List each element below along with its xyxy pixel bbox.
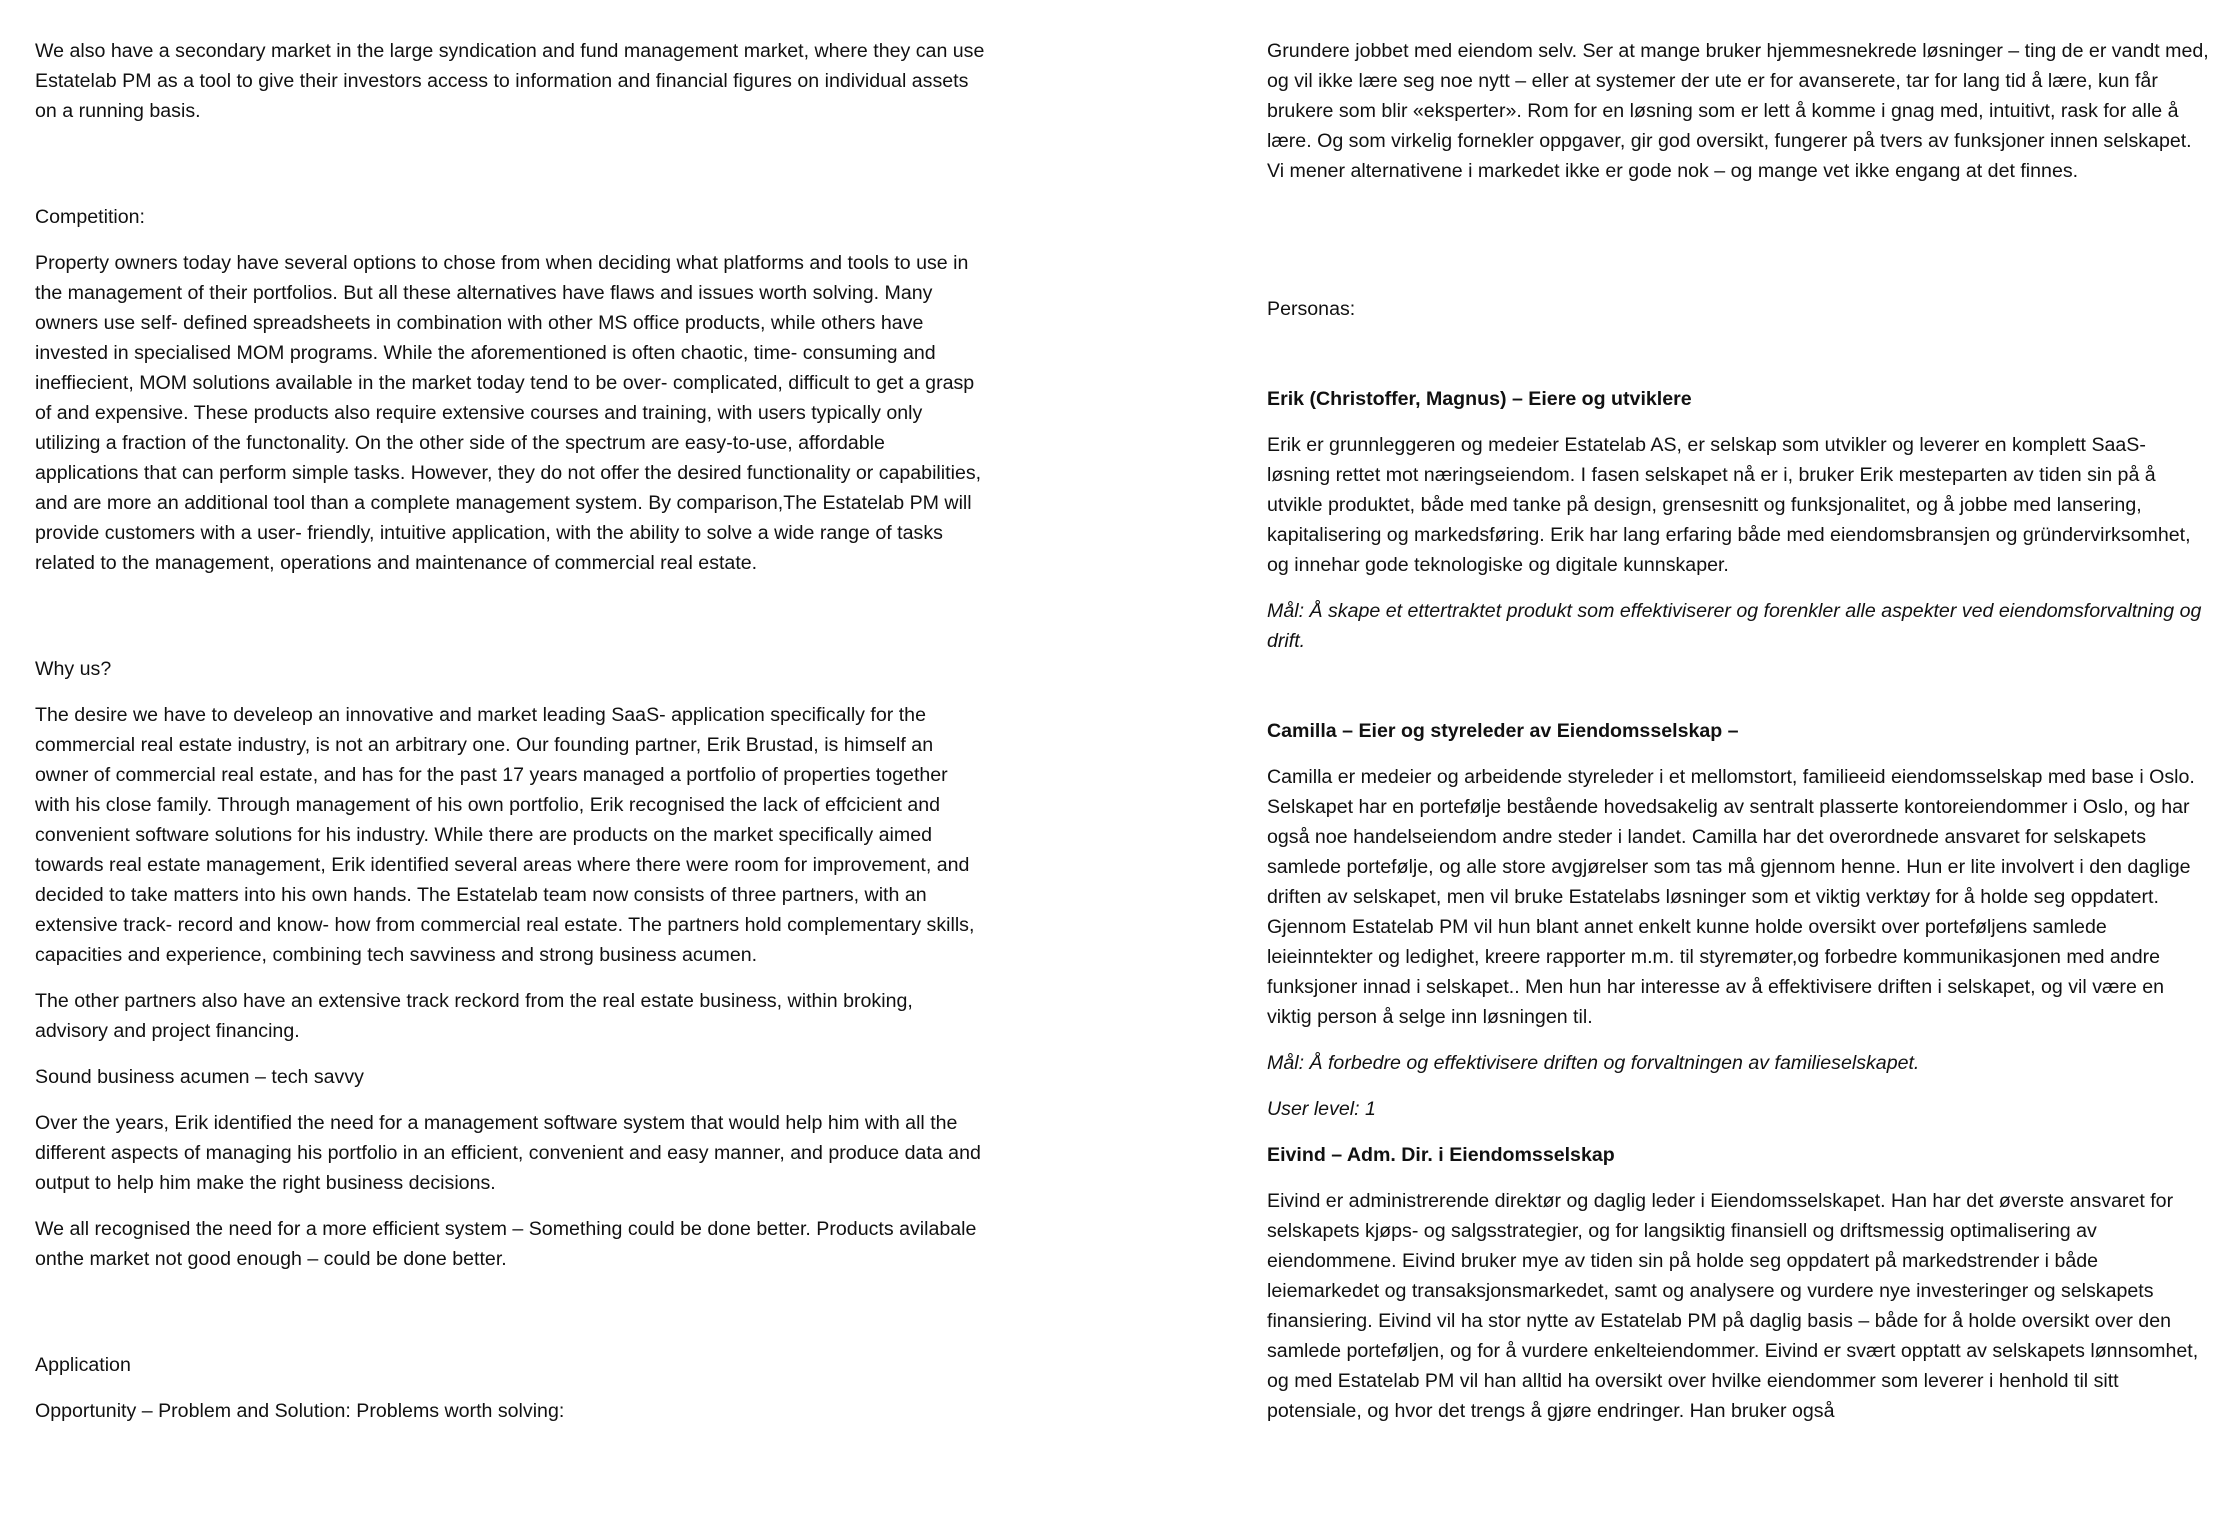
personas-heading: Personas: [1267, 298, 1356, 320]
right-text-column [1267, 36, 2212, 1426]
persona-eivind-heading: Eivind – Adm. Dir. i Eiendomsselskap [1267, 1144, 1615, 1166]
competition-heading: Competition: [35, 206, 145, 228]
left-text-column [35, 36, 985, 1426]
why-us-heading: Why us? [35, 658, 112, 680]
application-paragraph: Opportunity – Problem and Solution: Problems worth solving: [35, 1400, 565, 1422]
founders-paragraph: Grundere jobbet med eiendom selv. Ser at mange bruker hjemmesnekrede løsninger – ting de er vandt med, og vil ikke lære seg noe nytt – eller at systemer der ute er for avanserete, tar for lang tid å lære, kun får brukere som blir «eksperter». Rom for en løsning som er lett å komme i gnag med, intuitivt, rask for alle å lære. Og som virkelig fornekler oppgaver, gir god oversikt, fungerer på tvers av funksjoner innen selskapet. Vi mener alternativene i markedet ikke er gode nok – og mange vet ikke engang at det finnes. [1267, 40, 2209, 182]
persona-eivind-description: Eivind er administrerende direktør og daglig leder i Eiendomsselskapet. Han har det øverste ansvaret for selskapets kjøps- og salgsstrategier, og for langsiktig finansiell og driftsmessig optimalisering av eiendommene. Eivind bruker mye av tiden sin på holde seg oppdatert på markedstrender i både leiemarkedet og transaksjonsmarkedet, samt og analysere og vurdere nye investeringer og selskapets finansiering. Eivind vil ha stor nytte av Estatelab PM på daglig basis – både for å holde oversikt over den samlede porteføljen, og for å vurdere enkelteiendommer. Eivind er svært opptatt av selskapets lønnsomhet, og med Estatelab PM vil han alltid ha oversikt over hvilke eiendommer som leverer i henhold til sitt potensiale, og hvor det trengs å gjøre endringer. Han bruker også [1267, 1190, 2199, 1422]
persona-camilla-goal: Mål: Å forbedre og effektivisere driften og forvaltningen av familieselskapet. [1267, 1052, 1920, 1074]
why-us-paragraph-2: The other partners also have an extensive track reckord from the real estate business, within broking, advisory and project financing. [35, 990, 913, 1042]
competition-paragraph: Property owners today have several options to chose from when deciding what platforms and tools to use in the management of their portfolios. But all these alternatives have flaws and issues worth solving. Many owners use self- defined spreadsheets in combination with other MS office products, while others have invested in specialised MOM programs. While the aforementioned is often chaotic, time- consuming and ineffiecient, MOM solutions available in the market today tend to be over- complicated, difficult to get a grasp of and expensive. These products also require extensive courses and training, with users typically only utilizing a fraction of the functonality. On the other side of the spectrum are easy-to-use, affordable applications that can perform simple tasks. However, they do not offer the desired functionality or capabilities, and are more an additional tool than a complete management system. By comparison,The Estatelab PM will provide customers with a user- friendly, intuitive application, with the ability to solve a wide range of tasks related to the management, operations and maintenance of commercial real estate. [35, 252, 982, 574]
why-us-paragraph-3: Sound business acumen – tech savvy [35, 1066, 364, 1088]
persona-erik-goal: Mål: Å skape et ettertraktet produkt som effektiviserer og forenkler alle aspekter ved eiendomsforvaltning og drift. [1267, 600, 2202, 652]
persona-erik-description: Erik er grunnleggeren og medeier Estatelab AS, er selskap som utvikler og leverer en komplett SaaS- løsning rettet mot næringseiendom. I fasen selskapet nå er i, bruker Erik mesteparten av tiden sin på å utvikle produktet, både med tanke på design, grensesnitt og funksjonalitet, og å jobbe med lansering, kapitalisering og markedsføring. Erik har lang erfaring både med eiendomsbransjen og gründervirksomhet, og innehar gode teknologiske og digitale kunnskaper. [1267, 434, 2191, 576]
application-heading: Application [35, 1354, 131, 1376]
persona-camilla-heading: Camilla – Eier og styreleder av Eiendomsselskap – [1267, 720, 1739, 742]
why-us-paragraph-5: We all recognised the need for a more efficient system – Something could be done better. Products avilabale onthe market not good enough – could be done better. [35, 1218, 977, 1270]
persona-camilla-user-level: User level: 1 [1267, 1098, 1376, 1120]
why-us-paragraph-4: Over the years, Erik identified the need for a management software system that would help him with all the different aspects of managing his portfolio in an efficient, convenient and easy manner, and produce data and output to help him make the right business decisions. [35, 1112, 981, 1194]
why-us-paragraph-1: The desire we have to develeop an innovative and market leading SaaS- application specifically for the commercial real estate industry, is not an arbitrary one. Our founding partner, Erik Brustad, is himself an owner of commercial real estate, and has for the past 17 years managed a portfolio of properties together with his close family. Through management of his own portfolio, Erik recognised the lack of effcicient and convenient software solutions for his industry. While there are products on the market specifically aimed towards real estate management, Erik identified several areas where there were room for improvement, and decided to take matters into his own hands. The Estatelab team now consists of three partners, with an extensive track- record and know- how from commercial real estate. The partners hold complementary skills, capacities and experience, combining tech savviness and strong business acumen. [35, 704, 975, 966]
persona-camilla-description: Camilla er medeier og arbeidende styreleder i et mellomstort, familieeid eiendomsselskap med base i Oslo. Selskapet har en portefølje bestående hovedsakelig av sentralt plasserte kontoreiendommer i Oslo, og har også noe handelseiendom andre steder i landet. Camilla har det overordnede ansvaret for selskapets samlede portefølje, og alle store avgjørelser som tas må gjennom henne. Hun er lite involvert i den daglige driften av selskapet, men vil bruke Estatelabs løsninger som et viktig verktøy for å holde seg oppdatert. Gjennom Estatelab PM vil hun blant annet enkelt kunne holde oversikt over porteføljens samlede leieinntekter og ledighet, kreere rapporter m.m. til styremøter,og forbedre kommunikasjonen med andre funksjoner innad i selskapet.. Men hun har interesse av å effektivisere driften i selskapet, og vil være en viktig person å selge inn løsningen til. [1267, 766, 2195, 1028]
intro-paragraph: We also have a secondary market in the large syndication and fund management market, where they can use Estatelab PM as a tool to give their investors access to information and financial figures on individual assets on a running basis. [35, 40, 985, 122]
persona-erik-heading: Erik (Christoffer, Magnus) – Eiere og utviklere [1267, 388, 1692, 410]
right-page [1109, 0, 2218, 1526]
